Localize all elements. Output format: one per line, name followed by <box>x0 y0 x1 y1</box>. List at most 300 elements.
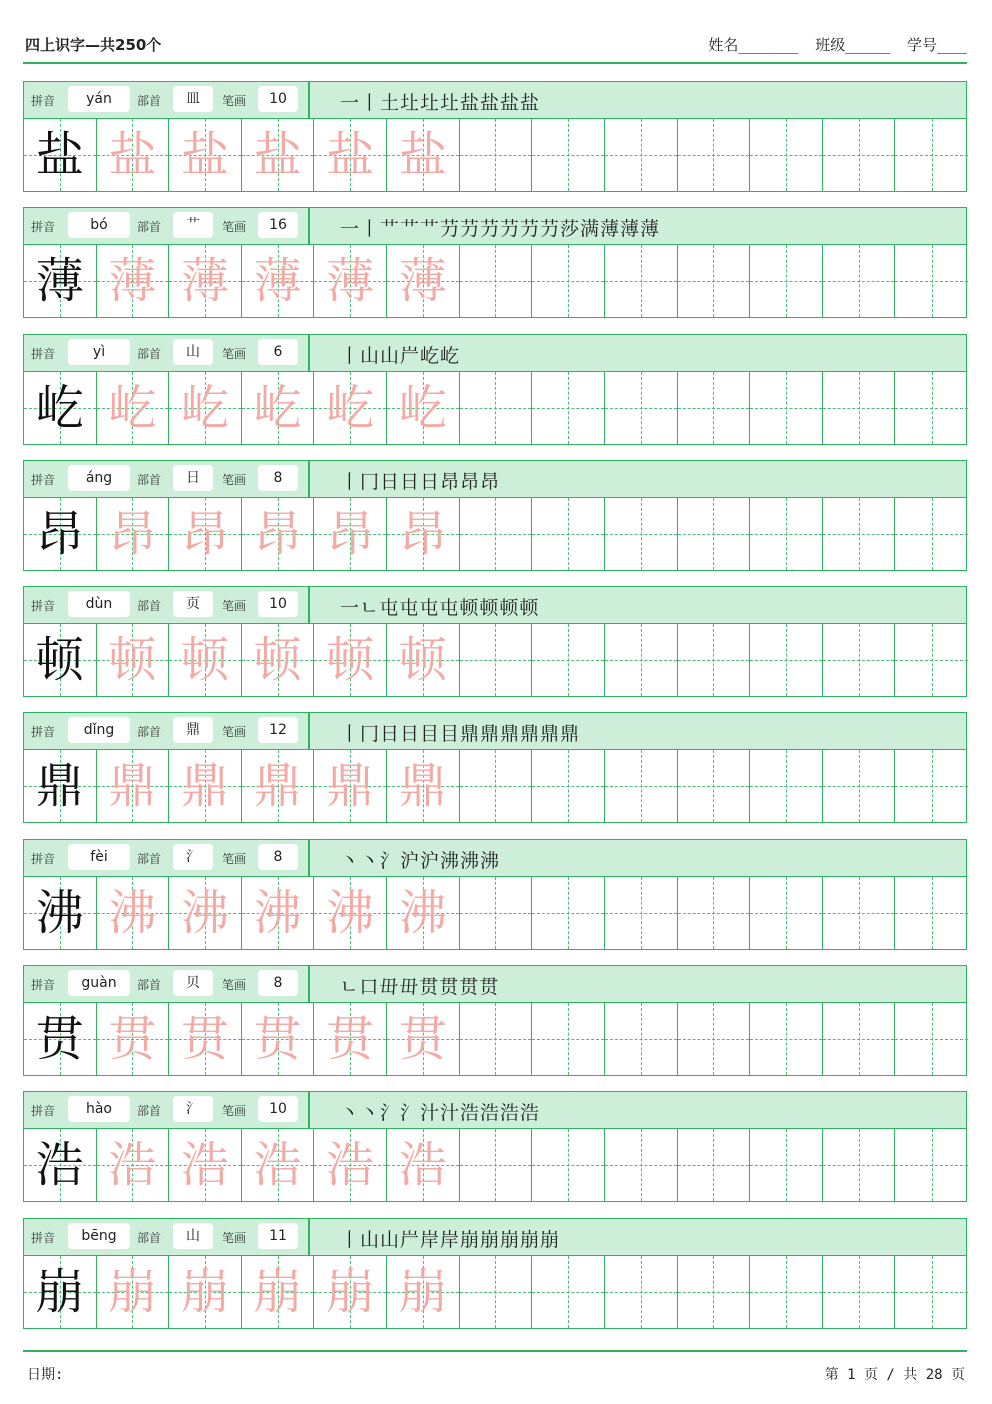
trace-character-cell <box>242 1256 315 1328</box>
info-divider <box>308 461 310 497</box>
trace-character: 昂 <box>108 505 157 562</box>
model-character-cell <box>24 1003 97 1075</box>
model-character-cell <box>24 1129 97 1201</box>
trace-character: 浩 <box>326 1137 375 1194</box>
trace-character-cell <box>169 1256 242 1328</box>
trace-character-cell <box>387 1129 460 1201</box>
info-divider <box>308 713 310 749</box>
blank-practice-cell[interactable] <box>895 624 968 696</box>
trace-character: 贯 <box>326 1011 375 1068</box>
blank-practice-cell[interactable] <box>532 624 605 696</box>
trace-character-cell <box>314 624 387 696</box>
stroke-count-value: 16 <box>258 212 298 238</box>
trace-character-cell <box>314 119 387 191</box>
pinyin-label: 拼音 <box>31 725 56 740</box>
radical-value: 贝 <box>173 970 213 996</box>
blank-practice-cell[interactable] <box>823 372 896 444</box>
info-divider <box>308 208 310 244</box>
trace-character: 沸 <box>326 884 375 941</box>
character-info-bar <box>24 587 966 624</box>
pinyin-label: 拼音 <box>31 346 56 361</box>
class-field[interactable]: 班级______ <box>815 36 891 54</box>
blank-practice-cell[interactable] <box>678 498 751 570</box>
blank-practice-cell[interactable] <box>678 119 751 191</box>
pinyin-value: hào <box>68 1096 130 1122</box>
name-field[interactable]: 姓名________ <box>708 36 799 54</box>
blank-practice-cell[interactable] <box>750 624 823 696</box>
info-divider <box>308 335 310 371</box>
blank-practice-cell[interactable] <box>823 119 896 191</box>
radical-label: 部首 <box>137 220 162 235</box>
trace-character-cell <box>169 624 242 696</box>
blank-practice-cell[interactable] <box>605 624 678 696</box>
character-row <box>23 460 967 571</box>
blank-practice-cell[interactable] <box>750 245 823 317</box>
trace-character: 盐 <box>398 127 447 183</box>
radical-value: 页 <box>173 591 213 617</box>
radical-label: 部首 <box>137 94 162 108</box>
blank-practice-cell[interactable] <box>605 1256 678 1328</box>
student-id-field[interactable]: 学号____ <box>906 36 967 54</box>
pinyin-value: dǐng <box>68 717 130 743</box>
blank-practice-cell[interactable] <box>895 372 968 444</box>
blank-practice-cell[interactable] <box>678 624 751 696</box>
stroke-count-value: 8 <box>258 970 298 996</box>
stroke-count-value: 11 <box>258 1223 298 1249</box>
trace-character: 浩 <box>181 1137 230 1194</box>
trace-character: 鼎 <box>108 758 157 815</box>
writing-grid <box>24 1129 966 1201</box>
trace-character-cell <box>387 624 460 696</box>
radical-label: 部首 <box>137 599 162 614</box>
stroke-order-sequence: 丨冂日日目目鼎鼎鼎鼎鼎鼎 <box>340 723 581 746</box>
trace-character-cell <box>169 877 242 949</box>
model-character: 沸 <box>35 884 84 941</box>
trace-character-cell <box>169 245 242 317</box>
blank-practice-cell[interactable] <box>605 1129 678 1201</box>
trace-character: 崩 <box>253 1263 302 1320</box>
blank-practice-cell[interactable] <box>605 372 678 444</box>
model-character-cell <box>24 245 97 317</box>
radical-label: 部首 <box>137 1230 162 1245</box>
trace-character-cell <box>387 245 460 317</box>
blank-practice-cell[interactable] <box>750 877 823 949</box>
radical-value: 山 <box>173 339 213 365</box>
trace-character: 鼎 <box>326 758 375 815</box>
blank-practice-cell[interactable] <box>823 498 896 570</box>
trace-character-cell <box>242 372 315 444</box>
blank-practice-cell[interactable] <box>895 1129 968 1201</box>
stroke-count-value: 8 <box>258 465 298 491</box>
trace-character-cell <box>242 119 315 191</box>
blank-practice-cell[interactable] <box>750 1003 823 1075</box>
writing-grid <box>24 1003 966 1075</box>
blank-practice-cell[interactable] <box>460 624 533 696</box>
trace-character-cell <box>169 372 242 444</box>
trace-character: 顿 <box>181 632 230 689</box>
pinyin-label: 拼音 <box>31 220 56 235</box>
blank-practice-cell[interactable] <box>460 498 533 570</box>
writing-grid <box>24 877 966 949</box>
strokes-label: 笔画 <box>222 1230 247 1245</box>
blank-practice-cell[interactable] <box>895 877 968 949</box>
writing-grid <box>24 624 966 696</box>
blank-practice-cell[interactable] <box>460 877 533 949</box>
character-row <box>23 81 967 192</box>
trace-character-cell <box>314 1129 387 1201</box>
pinyin-value: bó <box>68 212 130 238</box>
blank-practice-cell[interactable] <box>823 1003 896 1075</box>
stroke-order-sequence: ㄴ口毌毌贯贯贯贯 <box>340 976 500 999</box>
radical-value: 艹 <box>173 212 213 238</box>
trace-character: 贯 <box>181 1011 230 1068</box>
blank-practice-cell[interactable] <box>678 245 751 317</box>
trace-character-cell <box>97 119 170 191</box>
trace-character-cell <box>169 119 242 191</box>
pinyin-value: yán <box>68 86 130 112</box>
trace-character-cell <box>242 1129 315 1201</box>
writing-grid <box>24 372 966 444</box>
strokes-label: 笔画 <box>222 599 247 614</box>
trace-character-cell <box>97 245 170 317</box>
model-character-cell <box>24 1256 97 1328</box>
trace-character: 沸 <box>253 884 302 941</box>
blank-practice-cell[interactable] <box>460 119 533 191</box>
trace-character: 屹 <box>253 379 302 436</box>
stroke-order-sequence: 丶丶氵沪沪沸沸沸 <box>340 849 501 872</box>
trace-character: 顿 <box>398 632 447 689</box>
trace-character-cell <box>169 750 242 822</box>
radical-value: 日 <box>173 465 213 491</box>
blank-practice-cell[interactable] <box>605 498 678 570</box>
practice-sheet <box>23 81 967 1344</box>
pinyin-label: 拼音 <box>31 599 56 614</box>
trace-character-cell <box>242 1003 315 1075</box>
pinyin-value: fèi <box>68 844 130 870</box>
pinyin-label: 拼音 <box>31 1104 56 1119</box>
trace-character-cell <box>314 877 387 949</box>
character-row <box>23 586 967 697</box>
blank-practice-cell[interactable] <box>678 1129 751 1201</box>
trace-character: 盐 <box>181 127 230 183</box>
trace-character: 盐 <box>326 127 375 183</box>
stroke-order-sequence: 丨山山屵岸岸崩崩崩崩崩 <box>340 1228 561 1251</box>
blank-practice-cell[interactable] <box>460 1256 533 1328</box>
blank-practice-cell[interactable] <box>895 245 968 317</box>
trace-character-cell <box>97 1256 170 1328</box>
trace-character-cell <box>97 877 170 949</box>
trace-character: 屹 <box>398 379 447 436</box>
stroke-count-value: 6 <box>258 339 298 365</box>
character-info-bar <box>24 208 966 245</box>
character-info-bar <box>24 713 966 750</box>
model-character-cell <box>24 372 97 444</box>
trace-character: 屹 <box>181 379 230 436</box>
blank-practice-cell[interactable] <box>895 1256 968 1328</box>
model-character: 崩 <box>35 1263 84 1320</box>
pinyin-label: 拼音 <box>31 978 56 993</box>
trace-character-cell <box>387 119 460 191</box>
trace-character: 鼎 <box>398 758 447 815</box>
blank-practice-cell[interactable] <box>532 498 605 570</box>
model-character-cell <box>24 119 97 191</box>
trace-character: 鼎 <box>253 758 302 815</box>
trace-character: 沸 <box>108 884 157 941</box>
pinyin-value: dùn <box>68 591 130 617</box>
strokes-label: 笔画 <box>222 851 247 866</box>
radical-label: 部首 <box>137 1104 162 1119</box>
blank-practice-cell[interactable] <box>750 498 823 570</box>
blank-practice-cell[interactable] <box>605 877 678 949</box>
blank-practice-cell[interactable] <box>460 1003 533 1075</box>
trace-character-cell <box>387 877 460 949</box>
trace-character: 薄 <box>253 253 302 310</box>
radical-label: 部首 <box>137 346 162 361</box>
stroke-count-value: 8 <box>258 844 298 870</box>
blank-practice-cell[interactable] <box>532 1003 605 1075</box>
blank-practice-cell[interactable] <box>460 750 533 822</box>
trace-character: 昂 <box>253 505 302 562</box>
blank-practice-cell[interactable] <box>605 245 678 317</box>
trace-character: 贯 <box>108 1011 157 1068</box>
blank-practice-cell[interactable] <box>532 372 605 444</box>
trace-character: 薄 <box>181 253 230 310</box>
stroke-order-sequence: 丨山山屵屹屹 <box>340 344 461 367</box>
trace-character: 薄 <box>326 253 375 310</box>
character-row <box>23 1218 967 1329</box>
pinyin-label: 拼音 <box>31 94 56 108</box>
character-row <box>23 207 967 318</box>
model-character: 盐 <box>35 127 84 183</box>
trace-character: 顿 <box>253 632 302 689</box>
trace-character: 盐 <box>108 127 157 183</box>
strokes-label: 笔画 <box>222 346 247 361</box>
blank-practice-cell[interactable] <box>678 750 751 822</box>
trace-character-cell <box>387 372 460 444</box>
character-row <box>23 712 967 823</box>
strokes-label: 笔画 <box>222 94 247 108</box>
stroke-count-value: 10 <box>258 591 298 617</box>
radical-value: 皿 <box>173 86 213 112</box>
pinyin-value: áng <box>68 465 130 491</box>
blank-practice-cell[interactable] <box>605 1003 678 1075</box>
blank-practice-cell[interactable] <box>895 750 968 822</box>
trace-character-cell <box>169 1003 242 1075</box>
blank-practice-cell[interactable] <box>823 877 896 949</box>
model-character: 薄 <box>35 253 84 310</box>
character-info-bar <box>24 461 966 498</box>
blank-practice-cell[interactable] <box>532 1256 605 1328</box>
strokes-label: 笔画 <box>222 220 247 235</box>
trace-character-cell <box>387 498 460 570</box>
writing-grid <box>24 119 966 191</box>
radical-value: 氵 <box>173 1096 213 1122</box>
trace-character: 顿 <box>326 632 375 689</box>
model-character: 鼎 <box>35 758 84 815</box>
character-info-bar <box>24 82 966 119</box>
trace-character-cell <box>242 245 315 317</box>
trace-character-cell <box>314 1003 387 1075</box>
writing-grid <box>24 1256 966 1328</box>
stroke-order-sequence: 一ㄴ屯屯屯屯顿顿顿顿 <box>340 597 540 620</box>
trace-character: 浩 <box>398 1137 447 1194</box>
trace-character: 昂 <box>326 505 375 562</box>
trace-character-cell <box>169 1129 242 1201</box>
pinyin-label: 拼音 <box>31 1230 56 1245</box>
model-character: 贯 <box>35 1011 84 1068</box>
model-character: 顿 <box>35 632 84 689</box>
pinyin-value: bēng <box>68 1223 130 1249</box>
character-row <box>23 334 967 445</box>
character-row <box>23 1091 967 1202</box>
blank-practice-cell[interactable] <box>750 1256 823 1328</box>
writing-grid <box>24 750 966 822</box>
trace-character: 浩 <box>108 1137 157 1194</box>
trace-character-cell <box>97 750 170 822</box>
trace-character: 沸 <box>398 884 447 941</box>
trace-character: 顿 <box>108 632 157 689</box>
model-character-cell <box>24 498 97 570</box>
model-character-cell <box>24 877 97 949</box>
blank-practice-cell[interactable] <box>678 372 751 444</box>
blank-practice-cell[interactable] <box>823 1256 896 1328</box>
stroke-count-value: 10 <box>258 1096 298 1122</box>
radical-value: 氵 <box>173 844 213 870</box>
trace-character: 贯 <box>253 1011 302 1068</box>
trace-character-cell <box>314 1256 387 1328</box>
pinyin-label: 拼音 <box>31 851 56 866</box>
stroke-order-sequence: 丨冂日日日昂昂昂 <box>340 470 501 493</box>
trace-character-cell <box>387 750 460 822</box>
pinyin-value: yì <box>68 339 130 365</box>
blank-practice-cell[interactable] <box>460 1129 533 1201</box>
page-header <box>23 26 967 64</box>
info-divider <box>308 840 310 876</box>
writing-grid <box>24 498 966 570</box>
trace-character: 薄 <box>398 253 447 310</box>
trace-character: 崩 <box>398 1263 447 1320</box>
blank-practice-cell[interactable] <box>532 877 605 949</box>
trace-character: 浩 <box>253 1137 302 1194</box>
trace-character-cell <box>314 245 387 317</box>
trace-character-cell <box>169 498 242 570</box>
trace-character-cell <box>314 372 387 444</box>
trace-character-cell <box>314 750 387 822</box>
trace-character-cell <box>242 498 315 570</box>
blank-practice-cell[interactable] <box>750 1129 823 1201</box>
blank-practice-cell[interactable] <box>750 750 823 822</box>
stroke-order-sequence: 一丨艹艹艹芀芀芀芀芀芀莎满薄薄薄 <box>340 218 661 241</box>
strokes-label: 笔画 <box>222 978 247 993</box>
character-info-bar <box>24 840 966 877</box>
radical-value: 山 <box>173 1223 213 1249</box>
character-row <box>23 965 967 1076</box>
trace-character: 盐 <box>253 127 302 183</box>
blank-practice-cell[interactable] <box>895 498 968 570</box>
trace-character: 沸 <box>181 884 230 941</box>
trace-character-cell <box>387 1256 460 1328</box>
radical-label: 部首 <box>137 472 162 487</box>
info-divider <box>308 966 310 1002</box>
trace-character-cell <box>97 1129 170 1201</box>
blank-practice-cell[interactable] <box>678 1256 751 1328</box>
character-info-bar <box>24 966 966 1003</box>
blank-practice-cell[interactable] <box>678 877 751 949</box>
strokes-label: 笔画 <box>222 725 247 740</box>
character-info-bar <box>24 1092 966 1129</box>
trace-character-cell <box>314 498 387 570</box>
date-label: 日期: <box>27 1367 64 1383</box>
trace-character: 贯 <box>398 1011 447 1068</box>
blank-practice-cell[interactable] <box>532 245 605 317</box>
document-title: 四上识字—共250个 <box>25 36 162 54</box>
radical-label: 部首 <box>137 725 162 740</box>
trace-character-cell <box>97 498 170 570</box>
stroke-count-value: 12 <box>258 717 298 743</box>
blank-practice-cell[interactable] <box>532 1129 605 1201</box>
radical-label: 部首 <box>137 851 162 866</box>
blank-practice-cell[interactable] <box>605 119 678 191</box>
info-divider <box>308 1092 310 1128</box>
blank-practice-cell[interactable] <box>823 750 896 822</box>
trace-character-cell <box>97 372 170 444</box>
trace-character: 鼎 <box>181 758 230 815</box>
blank-practice-cell[interactable] <box>678 1003 751 1075</box>
blank-practice-cell[interactable] <box>823 624 896 696</box>
radical-value: 鼎 <box>173 717 213 743</box>
trace-character-cell <box>97 1003 170 1075</box>
blank-practice-cell[interactable] <box>750 372 823 444</box>
info-divider <box>308 587 310 623</box>
trace-character: 屹 <box>326 379 375 436</box>
trace-character-cell <box>97 624 170 696</box>
blank-practice-cell[interactable] <box>532 750 605 822</box>
info-divider <box>308 82 310 118</box>
trace-character: 屹 <box>108 379 157 436</box>
character-info-bar <box>24 335 966 372</box>
strokes-label: 笔画 <box>222 1104 247 1119</box>
writing-grid <box>24 245 966 317</box>
trace-character: 崩 <box>108 1263 157 1320</box>
student-fields <box>696 34 967 55</box>
blank-practice-cell[interactable] <box>460 372 533 444</box>
trace-character: 昂 <box>181 505 230 562</box>
model-character: 屹 <box>35 379 84 436</box>
model-character-cell <box>24 750 97 822</box>
blank-practice-cell[interactable] <box>460 245 533 317</box>
blank-practice-cell[interactable] <box>532 119 605 191</box>
trace-character: 昂 <box>398 505 447 562</box>
blank-practice-cell[interactable] <box>895 1003 968 1075</box>
info-divider <box>308 1219 310 1255</box>
blank-practice-cell[interactable] <box>823 245 896 317</box>
trace-character: 崩 <box>181 1263 230 1320</box>
blank-practice-cell[interactable] <box>750 119 823 191</box>
pinyin-label: 拼音 <box>31 472 56 487</box>
model-character: 浩 <box>35 1137 84 1194</box>
blank-practice-cell[interactable] <box>605 750 678 822</box>
blank-practice-cell[interactable] <box>823 1129 896 1201</box>
page-indicator: 第 1 页 / 共 28 页 <box>824 1367 965 1383</box>
pinyin-value: guàn <box>68 970 130 996</box>
page-footer <box>23 1350 967 1392</box>
blank-practice-cell[interactable] <box>895 119 968 191</box>
stroke-order-sequence: 一丨土圵圵圵盐盐盐盐 <box>340 92 541 114</box>
character-row <box>23 839 967 950</box>
trace-character: 薄 <box>108 253 157 310</box>
character-info-bar <box>24 1219 966 1256</box>
stroke-count-value: 10 <box>258 86 298 112</box>
